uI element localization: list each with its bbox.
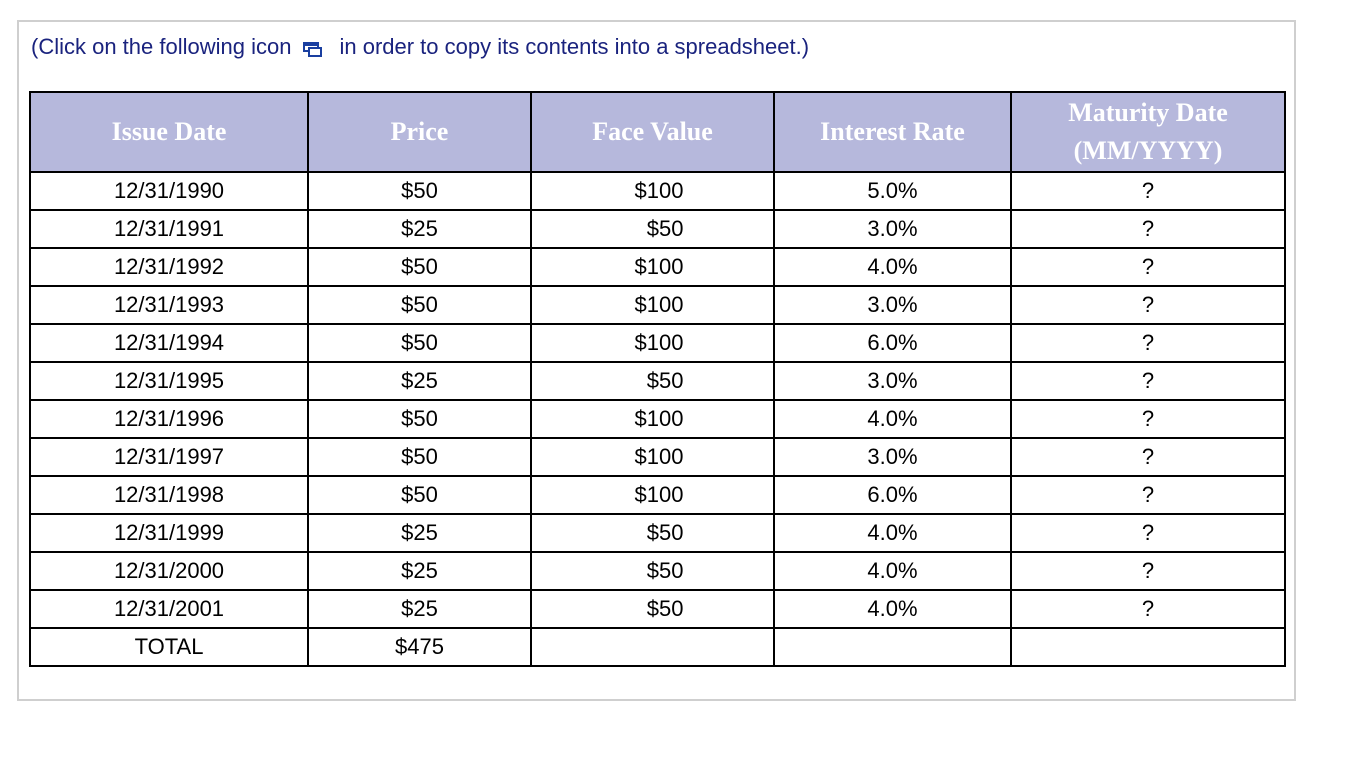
- cell-interest-rate: 4.0%: [774, 400, 1011, 438]
- table-row: [30, 552, 1285, 590]
- cell-face-value: [531, 286, 774, 324]
- table-row: [30, 210, 1285, 248]
- table-row: [30, 590, 1285, 628]
- cell-issue-date: 12/31/1995: [30, 362, 308, 400]
- cell-maturity-date: ?: [1011, 248, 1285, 286]
- cell-face-value: [531, 248, 774, 286]
- cell-price: $25: [308, 590, 531, 628]
- cell-maturity-date: ?: [1011, 400, 1285, 438]
- header-maturity-date: Maturity Date (MM/YYYY): [1011, 92, 1285, 172]
- table-row: [30, 362, 1285, 400]
- cell-maturity-date: ?: [1011, 438, 1285, 476]
- face-value-text: $100: [634, 482, 684, 507]
- cell-price: $50: [308, 476, 531, 514]
- cell-maturity-date: ?: [1011, 286, 1285, 324]
- cell-issue-date: 12/31/1998: [30, 476, 308, 514]
- table-row: [30, 476, 1285, 514]
- cell-interest-rate: 3.0%: [774, 362, 1011, 400]
- copy-instruction: [31, 34, 809, 60]
- cell-interest-rate: 5.0%: [774, 172, 1011, 210]
- face-value-text: $50: [646, 558, 684, 583]
- table-row: [30, 324, 1285, 362]
- cell-face-value: [531, 476, 774, 514]
- face-value-text: $100: [634, 444, 684, 469]
- cell-price: $25: [308, 210, 531, 248]
- table-row: [30, 438, 1285, 476]
- cell-price: $50: [308, 400, 531, 438]
- table-row: [30, 400, 1285, 438]
- table-row: [30, 172, 1285, 210]
- cell-maturity-date: ?: [1011, 476, 1285, 514]
- face-value-text: $100: [634, 178, 684, 203]
- cell-interest-rate: 4.0%: [774, 514, 1011, 552]
- header-interest-rate: Interest Rate: [774, 92, 1011, 172]
- cell-interest-rate: 3.0%: [774, 438, 1011, 476]
- cell-interest-rate: 3.0%: [774, 210, 1011, 248]
- face-value-text: $100: [634, 292, 684, 317]
- cell-maturity-date: ?: [1011, 514, 1285, 552]
- face-value-text: $100: [634, 254, 684, 279]
- data-panel: [17, 20, 1296, 701]
- total-row: [30, 628, 1285, 666]
- face-value-text: $50: [646, 520, 684, 545]
- cell-maturity-date: ?: [1011, 362, 1285, 400]
- cell-price: $50: [308, 248, 531, 286]
- cell-interest-rate: 6.0%: [774, 476, 1011, 514]
- cell-face-value: [531, 552, 774, 590]
- cell-price: $50: [308, 286, 531, 324]
- cell-interest-rate: 4.0%: [774, 590, 1011, 628]
- cell-interest-rate: 4.0%: [774, 248, 1011, 286]
- cell-face-value: [531, 400, 774, 438]
- table-row: [30, 514, 1285, 552]
- total-maturity-date: [1011, 628, 1285, 666]
- cell-price: $25: [308, 552, 531, 590]
- instruction-text-after: in order to copy its contents into a spreadsheet.): [339, 34, 810, 59]
- cell-issue-date: 12/31/1993: [30, 286, 308, 324]
- cell-price: $25: [308, 362, 531, 400]
- cell-issue-date: 12/31/1996: [30, 400, 308, 438]
- face-value-text: $100: [634, 406, 684, 431]
- cell-face-value: [531, 210, 774, 248]
- cell-face-value: [531, 514, 774, 552]
- face-value-text: $50: [646, 368, 684, 393]
- cell-maturity-date: ?: [1011, 590, 1285, 628]
- face-value-text: $50: [646, 596, 684, 621]
- cell-issue-date: 12/31/1990: [30, 172, 308, 210]
- instruction-text-before: (Click on the following icon: [31, 34, 292, 59]
- table-body: [30, 172, 1285, 666]
- cell-face-value: [531, 324, 774, 362]
- cell-price: $50: [308, 324, 531, 362]
- copy-to-spreadsheet-icon[interactable]: [301, 38, 325, 56]
- cell-issue-date: 12/31/1991: [30, 210, 308, 248]
- bond-table: [29, 91, 1286, 667]
- table-row: [30, 286, 1285, 324]
- cell-face-value: [531, 362, 774, 400]
- cell-issue-date: 12/31/1992: [30, 248, 308, 286]
- cell-issue-date: 12/31/2001: [30, 590, 308, 628]
- table-header-row: [30, 92, 1285, 172]
- total-price: $475: [308, 628, 531, 666]
- cell-issue-date: 12/31/1999: [30, 514, 308, 552]
- total-label: TOTAL: [30, 628, 308, 666]
- face-value-text: $100: [634, 330, 684, 355]
- cell-face-value: [531, 172, 774, 210]
- header-face-value: Face Value: [531, 92, 774, 172]
- cell-maturity-date: ?: [1011, 552, 1285, 590]
- cell-price: $25: [308, 514, 531, 552]
- cell-price: $50: [308, 172, 531, 210]
- cell-price: $50: [308, 438, 531, 476]
- header-issue-date: Issue Date: [30, 92, 308, 172]
- face-value-text: $50: [646, 216, 684, 241]
- cell-interest-rate: 3.0%: [774, 286, 1011, 324]
- total-face-value: [531, 628, 774, 666]
- cell-maturity-date: ?: [1011, 172, 1285, 210]
- header-price: Price: [308, 92, 531, 172]
- cell-issue-date: 12/31/2000: [30, 552, 308, 590]
- total-interest-rate: [774, 628, 1011, 666]
- cell-issue-date: 12/31/1997: [30, 438, 308, 476]
- cell-maturity-date: ?: [1011, 324, 1285, 362]
- table-row: [30, 248, 1285, 286]
- cell-face-value: [531, 590, 774, 628]
- cell-interest-rate: 4.0%: [774, 552, 1011, 590]
- cell-interest-rate: 6.0%: [774, 324, 1011, 362]
- cell-issue-date: 12/31/1994: [30, 324, 308, 362]
- cell-face-value: [531, 438, 774, 476]
- cell-maturity-date: ?: [1011, 210, 1285, 248]
